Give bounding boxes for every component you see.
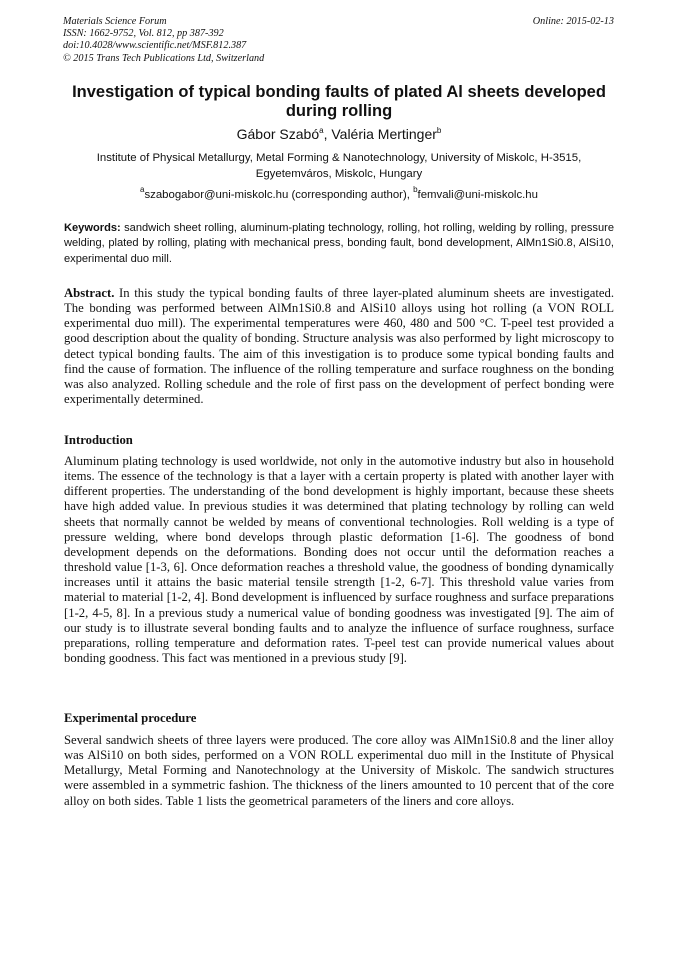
journal-header: [63, 16, 614, 65]
online-date: Online: 2015-02-13: [532, 16, 614, 27]
author-affiliation-mark: b: [436, 126, 442, 135]
keywords-block: [64, 221, 614, 267]
keywords-label: Keywords:: [64, 222, 121, 234]
section-heading-experimental: Experimental procedure: [64, 711, 197, 725]
copyright-line: © 2015 Trans Tech Publications Ltd, Switzerland: [63, 52, 265, 64]
abstract-text: In this study the typical bonding faults of three layer-plated aluminum sheets are investigated. The bonding was performed between AlMn1Si0.8 and AlSi10 alloys using hot rolling (a VON ROLL experimental duo mill). The experimental temperatures were 460, 480 and 500 °C. T-peel test provided a good description about the quality of bonding. Structure analysis was also performed by light microscopy to detect typical bonding faults. The aim of this investigation is to produce some typical bonding faults and find the cause of formation. The influence of the rolling temperature and surface roughness on the bonding was also analyzed. Rolling schedule and the role of first pass on the development of perfect bonding were experimentally determined.: [64, 286, 614, 407]
author-name: Valéria Mertinger: [331, 126, 437, 142]
email-address: szabogabor@uni-miskolc.hu (corresponding author),: [144, 189, 414, 201]
section-heading-introduction: Introduction: [64, 433, 133, 447]
email-address: femvali@uni-miskolc.hu: [417, 189, 538, 201]
author-list: [60, 125, 618, 143]
author-name: Gábor Szabó: [236, 126, 320, 142]
email-mark: b: [413, 185, 418, 194]
author-affiliation-mark: a: [319, 126, 324, 135]
email-mark: a: [140, 185, 145, 194]
author-emails: [60, 185, 618, 203]
keywords-text: sandwich sheet rolling, aluminum-plating technology, rolling, hot rolling, welding by rolling, pressure welding, plated by rolling, plating with mechanical press, bonding fault, bond development, AlMn1Si0.8, AlSi10, experimental duo mill.: [64, 222, 614, 265]
abstract-block: [64, 286, 614, 407]
author-separator: ,: [323, 126, 332, 142]
affiliation: Institute of Physical Metallurgy, Metal Forming & Nanotechnology, University of Miskolc, H-3515, Egyetemváros, Miskolc, Hungary: [96, 152, 582, 180]
experimental-paragraph: Several sandwich sheets of three layers were produced. The core alloy was AlMn1Si0.8 and the liner alloy was AlSi10 on both sides, performed on a VON ROLL experimental duo mill in the Institute of Physical Metallurgy, Metal Forming and Nanotechnology at the University of Miskolc. The sandwich structures were assembled in a symmetric fashion. The thickness of the liners amounted to 10 percent that of the core alloy on both sides. Table 1 lists the geometrical parameters of the liners and core alloys.: [64, 733, 614, 808]
introduction-paragraph: Aluminum plating technology is used worldwide, not only in the automotive industry but also in household items. The essence of the technology is that a layer with a certain property is plated with another layer with different properties. The understanding of the bond development is highly important, because these sheets have high added value. In previous studies it was determined that plating technology by rolling can weld sheets that normally cannot be welded by means of conventional technologies. Roll welding is a type of pressure welding, where bond develops through plastic deformation [1-6]. The goodness of bond development depends on the deformations. Bonding does not occur until the deformation reaches a threshold value [1-3, 6]. Once deformation reaches a threshold value, the goodness of bonding dynamically increases until it attains the basic material tensile strength [1-2, 6-7]. This threshold value varies from material to material [1-2, 4]. Bond development is influenced by surface roughness and surface preparations [1-2, 4-5, 8]. In a previous study a numerical value of bonding goodness was investigated [9]. The aim of our study is to illustrate several bonding faults and to analyze the influence of surface roughness, surface preparations, rolling temperature and deformation rates. T-peel test can provide numerical values about bonding goodness. This fact was mentioned in a previous study [9].: [64, 454, 614, 666]
abstract-label: Abstract.: [64, 286, 115, 300]
issn-line: ISSN: 1662-9752, Vol. 812, pp 387-392: [63, 28, 224, 40]
journal-name: Materials Science Forum: [63, 16, 167, 27]
doi-line: doi:10.4028/www.scientific.net/MSF.812.387: [63, 40, 247, 52]
paper-title: Investigation of typical bonding faults of plated Al sheets developed during rolling: [72, 83, 606, 120]
